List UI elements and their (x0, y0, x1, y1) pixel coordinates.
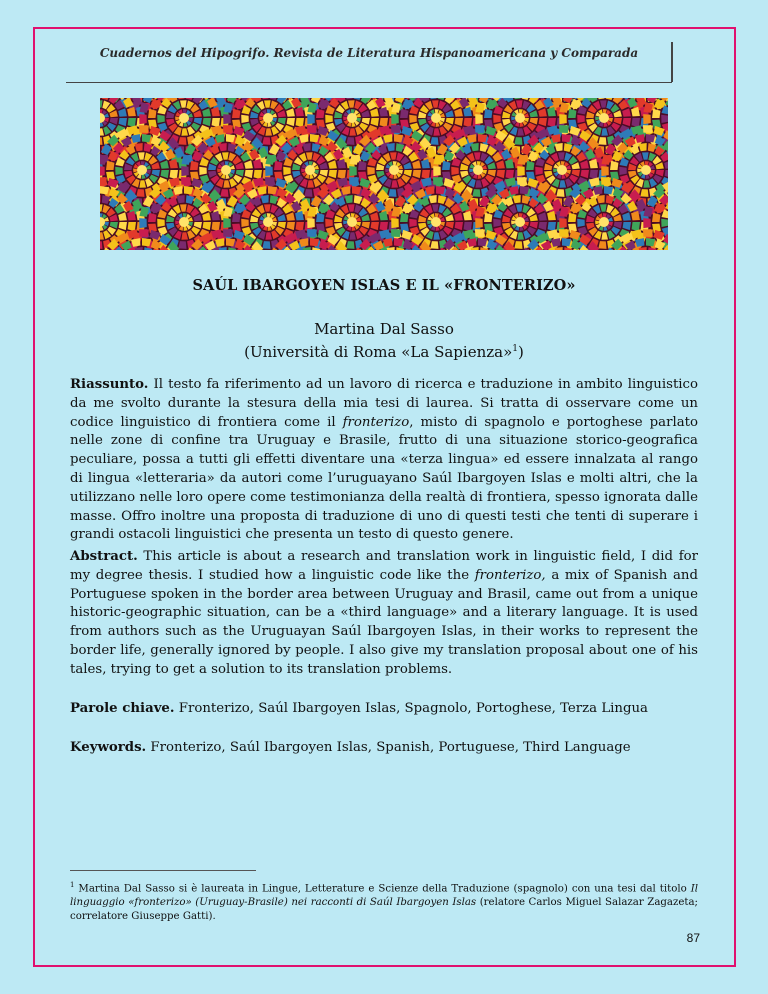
mosaic-tile (661, 219, 668, 227)
parole-chiave-line (70, 700, 698, 719)
mosaic-tile (451, 167, 459, 175)
mosaic-tile (265, 166, 273, 176)
parole-chiave-label: Parole chiave. (70, 701, 175, 716)
riassunto-text-1: Il testo fa riferimento ad un lavoro di ricerca e traduzione in ambito linguistico da me svolto durante la stesura della mia tesi di laurea. Si tratta di osservare come un codice linguistico di frontiera come il (70, 377, 698, 430)
mosaic-tile (265, 177, 275, 185)
footnote (70, 879, 698, 923)
mosaic-tile (325, 115, 333, 123)
mosaic-center (137, 165, 147, 175)
riassunto-label: Riassunto. (70, 377, 149, 392)
affiliation-text: (Università di Roma «La Sapienza» (244, 343, 513, 361)
mosaic-tile (223, 229, 233, 237)
mosaic-tile (559, 229, 569, 237)
mosaic-tile (577, 219, 585, 227)
article-title: SAÚL IBARGOYEN ISLAS E IL «FRONTERIZO» (192, 277, 576, 294)
mosaic-tile (100, 166, 105, 176)
mosaic-tile (409, 219, 417, 227)
riassunto-emphasis: fronterizo (342, 414, 410, 430)
mosaic-tile (619, 167, 627, 175)
mosaic-center (599, 217, 609, 227)
mosaic-center (515, 113, 525, 123)
mosaic-tile (391, 229, 401, 237)
mosaic-center (515, 217, 525, 227)
mosaic-center (431, 217, 441, 227)
footnote-thesis-title: Il linguaggio «fronterizo» (Uruguay-Brasile) nei racconti di Saúl Ibargoyen Islas (70, 883, 698, 908)
mosaic-center (179, 217, 189, 227)
mosaic-tile (181, 177, 191, 185)
affiliation-close: ) (518, 343, 524, 361)
mosaic-pattern (100, 98, 668, 250)
mosaic-tile (115, 167, 123, 175)
mosaic-tile (559, 114, 567, 124)
abstract-text-1: This article is about a research and translation work in linguistic field, I did for my degree thesis. I studied how a linguistic code like the (70, 549, 698, 583)
abstract-label: Abstract. (70, 549, 138, 564)
mosaic-center (221, 165, 231, 175)
mosaic-tile (517, 177, 527, 185)
footnote-marker: 1 (70, 881, 75, 889)
mosaic-tile (643, 125, 653, 133)
mosaic-tile (325, 219, 333, 227)
mosaic-center (389, 165, 399, 175)
author-affiliation (66, 339, 702, 362)
mosaic-tile (643, 229, 653, 237)
mosaic-tile (157, 219, 165, 227)
keywords-text: Fronterizo, Saúl Ibargoyen Islas, Spanish, Portuguese, Third Language (146, 740, 631, 755)
riassunto-paragraph (70, 376, 698, 545)
mosaic-tile (241, 219, 249, 227)
mosaic-tile (391, 114, 399, 124)
mosaic-tile (307, 125, 317, 133)
author-block (66, 319, 702, 362)
mosaic-tile (475, 114, 483, 124)
mosaic-center (599, 113, 609, 123)
mosaic-center (431, 113, 441, 123)
author-name: Martina Dal Sasso (314, 320, 454, 338)
mosaic-tile (517, 166, 525, 176)
footnote-text-2: (relatore Carlos Miguel Salazar Zagazeta; correlatore Giuseppe Gatti). (70, 896, 698, 922)
riassunto-text-2: , misto di spagnolo e portoghese parlato nelle zone di confine tra Uruguay e Brasile, frutto di una situazione storico-geografica peculiare, possa a tutti gli effetti diventare una «terza lingua» ed essere innalzata al rango di lingua «letteraria» da autori come l’uruguayano Saúl Ibargoyen Islas e molti altri, che la utilizzano nelle loro opere come testimonianza della realtà di frontiera, spesso ignorata dalle masse. Offro inoltre una proposta di traduzione di uno di questi testi che tenti di superare i grandi ostacoli linguistici che presenta un testo di questo genere. (70, 414, 698, 543)
abstract-text-2: a mix of Spanish and Portuguese spoken in the border area between Uruguay and Brasil, came out from a unique historic-geographic situation, can be a «third language» and a literary language. It is used from authors such as the Uruguayan Saúl Ibargoyen Islas, in their works to represent the border life, generally ignored by people. I also give my translation proposal about one of his tales, trying to get a solution to its translation problems. (70, 567, 698, 677)
mosaic-tile (535, 167, 543, 175)
mosaic-tile (307, 114, 315, 124)
mosaic-center (347, 113, 357, 123)
mosaic-center (305, 165, 315, 175)
mosaic-center (473, 165, 483, 175)
mosaic-tile (283, 167, 291, 175)
mosaic-tile (601, 177, 611, 185)
mosaic-center (263, 217, 273, 227)
mosaic-tile (223, 218, 231, 228)
abstract-paragraph (70, 548, 698, 680)
mosaic-tile (391, 218, 399, 228)
mosaic-tile (139, 125, 149, 133)
mosaic-tile (307, 218, 315, 228)
header-divider (671, 42, 673, 82)
mosaic-tile (559, 218, 567, 228)
abstract-emphasis: fronterizo, (474, 567, 546, 583)
mosaic-tile (559, 125, 569, 133)
mosaic-tile (241, 115, 249, 123)
mosaic-tile (139, 229, 149, 237)
mosaic-tile (475, 218, 483, 228)
mosaic-tile (475, 229, 485, 237)
mosaic-tile (181, 166, 189, 176)
mosaic-tile (223, 114, 231, 124)
mosaic-center (347, 217, 357, 227)
mosaic-tile (139, 114, 147, 124)
mosaic-tile (577, 115, 585, 123)
mosaic-tile (157, 115, 165, 123)
footnote-separator (70, 870, 256, 871)
mosaic-tile (493, 219, 501, 227)
mosaic-tile (475, 125, 485, 133)
footnote-ref[interactable]: 1 (512, 344, 519, 354)
mosaic-center (557, 165, 567, 175)
mosaic-tile (433, 166, 441, 176)
mosaic-tile (199, 167, 207, 175)
mosaic-tile (601, 166, 609, 176)
mosaic-center (641, 165, 651, 175)
mosaic-tile (307, 229, 317, 237)
keywords-line (70, 739, 698, 758)
mosaic-banner-image (100, 98, 668, 250)
journal-header: Cuadernos del Hipogrifo. Revista de Literatura Hispanoamericana y Comparada (66, 40, 672, 83)
page-number: 87 (686, 931, 700, 945)
mosaic-tile (643, 114, 651, 124)
mosaic-tile (139, 218, 147, 228)
mosaic-tile (349, 177, 359, 185)
mosaic-tile (223, 125, 233, 133)
mosaic-tile (493, 115, 501, 123)
mosaic-tile (391, 125, 401, 133)
mosaic-tile (367, 167, 375, 175)
mosaic-tile (409, 115, 417, 123)
mosaic-center (263, 113, 273, 123)
mosaic-tile (643, 218, 651, 228)
parole-chiave-text: Fronterizo, Saúl Ibargoyen Islas, Spagnolo, Portoghese, Terza Lingua (174, 701, 648, 716)
footnote-text-1: Martina Dal Sasso si è laureata in Lingue, Letterature e Scienze della Traduzione (spagnolo) con una tesi dal titolo (74, 883, 691, 895)
mosaic-tile (433, 177, 443, 185)
mosaic-tile (661, 115, 668, 123)
mosaic-tile (349, 166, 357, 176)
mosaic-center (179, 113, 189, 123)
keywords-label: Keywords. (70, 740, 147, 755)
mosaic-tile (100, 177, 107, 185)
